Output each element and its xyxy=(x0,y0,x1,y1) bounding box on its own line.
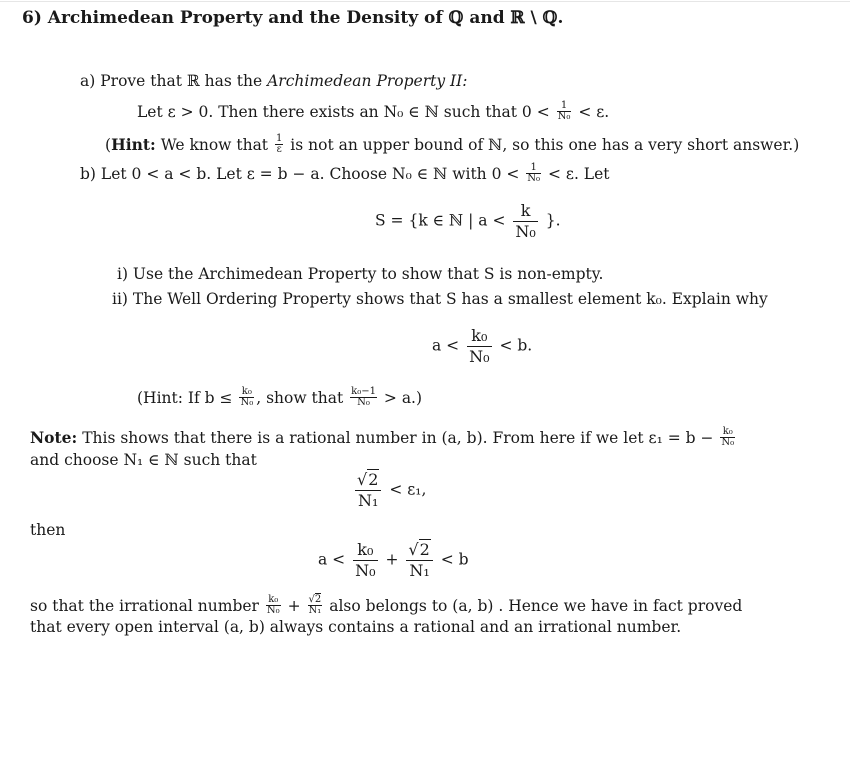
hint-mid: , show that xyxy=(256,389,344,407)
frac-den: N₀ xyxy=(469,347,490,366)
hint-pre: (Hint: If b ≤ xyxy=(137,389,233,407)
radicand: 2 xyxy=(314,593,322,605)
part-b-text-post: < ε. Let xyxy=(548,165,610,183)
set-lhs: S = {k ∈ ℕ | a < xyxy=(375,211,506,230)
statement-post: < ε. xyxy=(578,103,610,121)
sum-inequality xyxy=(318,540,469,581)
set-S-definition xyxy=(375,201,561,242)
frac-num: k₀ xyxy=(720,427,735,438)
hint-bold: Hint: xyxy=(111,135,156,154)
final-line-2: that every open interval (a, b) always contains a rational and an irrational number. xyxy=(30,618,682,636)
frac-num: 1 xyxy=(557,101,572,112)
frac-sqrt2-over-N1 xyxy=(308,595,323,616)
frac-num xyxy=(406,540,432,561)
property-name: Archimedean Property II: xyxy=(267,72,468,90)
frac-k0-over-N0 xyxy=(353,540,377,581)
frac-num: k₀ xyxy=(467,326,491,347)
frac-den: ε xyxy=(276,143,282,155)
frac-den: N₀ xyxy=(527,172,541,184)
part-b-intro xyxy=(80,161,610,186)
eq2-lhs: a < xyxy=(318,550,346,569)
hint-post: > a.) xyxy=(383,389,423,407)
note-line-1 xyxy=(30,425,737,450)
hint-pre: We know that xyxy=(160,136,269,154)
frac-den: N₀ xyxy=(266,604,280,616)
frac-den: N₁ xyxy=(409,561,430,580)
frac-k0-over-N0 xyxy=(266,595,281,616)
frac-den: N₀ xyxy=(721,436,735,448)
note-line1-text: This shows that there is a rational number in (a, b). From here if we let ε₁ = b − xyxy=(82,429,714,447)
radicand: 2 xyxy=(419,540,430,559)
item-i: i) Use the Archimedean Property to show that S is non-empty. xyxy=(117,265,604,283)
part-b-hint xyxy=(137,385,423,410)
frac-sqrt2-over-N1 xyxy=(355,470,381,511)
frac-den: N₁ xyxy=(308,604,322,616)
frac-1-over-N0 xyxy=(557,101,572,122)
frac-k0-over-N0 xyxy=(239,387,254,408)
archimedean-statement xyxy=(137,99,610,124)
set-rhs: }. xyxy=(545,211,561,230)
note-bold: Note: xyxy=(30,428,78,447)
frac-sqrt2-over-N1 xyxy=(406,540,432,581)
final-pre: so that the irrational number xyxy=(30,597,259,615)
ineq-lhs: a < xyxy=(432,336,460,355)
final-line-1 xyxy=(30,593,743,618)
sqrt2-over-N1-inequality xyxy=(352,470,426,511)
ineq-rhs: < b. xyxy=(499,336,533,355)
part-a-hint: (Hint: We know that $\frac{1}{\varepsilon}$ is not an upper bound of ℕ, so this one has a very short answer.) xyxy=(105,132,800,155)
frac-k0-over-N0 xyxy=(720,427,735,448)
part-b-label: b) xyxy=(80,165,96,183)
frac-num xyxy=(355,470,381,491)
part-a-intro-text: Prove that ℝ has the xyxy=(100,72,263,90)
frac-1-over-eps xyxy=(275,134,283,155)
sqrt-symbol: √2 xyxy=(408,540,430,559)
frac-den: N₀ xyxy=(355,561,376,580)
sqrt-symbol: √2 xyxy=(357,470,379,489)
frac-k0-over-N0 xyxy=(467,326,491,367)
top-rule xyxy=(0,1,850,2)
note-line-2: and choose N₁ ∈ ℕ such that xyxy=(30,451,257,469)
part-b-text-pre: Let 0 < a < b. Let ε = b − a. Choose N₀ ∈ ℕ with 0 < xyxy=(100,165,520,183)
frac-num: 1 xyxy=(275,132,283,144)
frac-den: N₀ xyxy=(557,110,571,122)
final-post: also belongs to (a, b) . Hence we have in fact proved xyxy=(329,597,743,615)
part-a-label: a) xyxy=(80,72,96,90)
frac-num: √2 xyxy=(308,593,322,605)
final-plus: + xyxy=(287,597,301,615)
frac-1-over-N0 xyxy=(526,163,541,184)
frac-num: k₀ xyxy=(353,540,377,561)
eq2-rhs: < b xyxy=(440,550,469,569)
frac-num: k xyxy=(513,201,537,222)
frac-num: 1 xyxy=(526,163,541,174)
then-word: then xyxy=(30,521,66,539)
frac-k-over-N0 xyxy=(513,201,537,242)
statement-pre: Let ε > 0. Then there exists an N₀ ∈ ℕ such that 0 < xyxy=(137,103,550,121)
frac-num: k₀ xyxy=(266,595,281,606)
k0-inequality xyxy=(432,326,532,367)
radicand: 2 xyxy=(368,470,379,489)
part-a-intro xyxy=(80,71,468,91)
item-ii: ii) The Well Ordering Property shows that S has a smallest element k₀. Explain why xyxy=(112,290,768,308)
frac-den: N₀ xyxy=(515,222,536,241)
page-title: 6) Archimedean Property and the Density of ℚ and ℝ \ ℚ. xyxy=(22,8,564,28)
frac-den: N₀ xyxy=(240,396,254,408)
frac-num: k₀ xyxy=(239,387,254,398)
eq1-rhs: < ε₁, xyxy=(389,480,427,499)
frac-den: N₁ xyxy=(357,491,379,510)
frac-num: k₀−1 xyxy=(351,385,376,397)
hint-post: is not an upper bound of ℕ, so this one has a very short answer.) xyxy=(290,136,800,154)
frac-den: N₀ xyxy=(357,396,370,408)
frac-k0m1-over-N0 xyxy=(350,387,377,408)
plus-sign: + xyxy=(385,550,399,569)
